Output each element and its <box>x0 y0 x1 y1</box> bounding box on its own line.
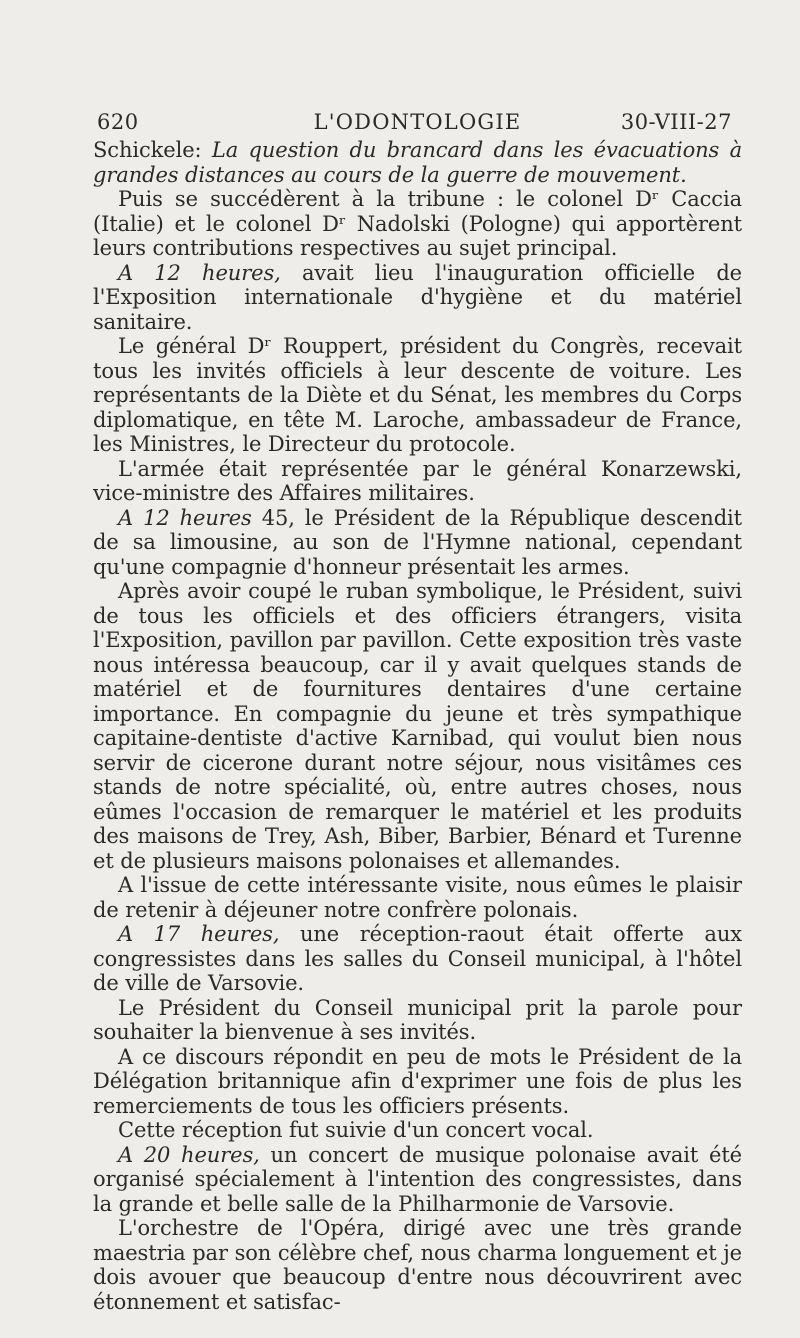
paragraph-text: une réception-raout était offerte aux congressistes dans les salles du Conseil municipal, à l'hôtel de ville de Varsovie. <box>93 922 742 995</box>
paragraph-text: Le Président du Conseil municipal prit la parole pour souhaiter la bienvenue à ses invités. <box>93 995 742 1044</box>
paragraph-lead: Schickele: <box>93 138 212 162</box>
paragraph-text: Cette réception fut suivie d'un concert vocal. <box>118 1118 594 1142</box>
paragraph <box>93 996 742 1045</box>
paragraph <box>93 873 742 922</box>
paragraph-italic: A 20 heures, <box>118 1142 260 1167</box>
paragraph-text: 45, le Président de la République descendit de sa limousine, au son de l'Hymne national, cependant qu'une compagnie d'honneur présentait les armes. <box>93 505 742 579</box>
paragraph <box>93 261 742 335</box>
paragraph <box>93 1118 742 1143</box>
paragraph <box>93 138 742 187</box>
paragraph-italic: A 17 heures, <box>118 922 280 946</box>
paragraph <box>93 457 742 506</box>
paragraph <box>93 1143 742 1217</box>
journal-title: L'ODONTOLOGIE <box>313 110 522 134</box>
paragraph-italic: A 12 heures, <box>118 260 281 285</box>
paragraph <box>93 187 742 261</box>
paragraph <box>93 1045 742 1119</box>
paragraph-text: A l'issue de cette intéressante visite, nous eûmes le plaisir de retenir à déjeuner notre confrère polonais. <box>93 873 742 922</box>
article-body <box>93 138 742 1314</box>
paragraph <box>93 506 742 580</box>
paragraph-text: Après avoir coupé le ruban symbolique, le Président, suivi de tous les officiels et des officiers étrangers, visita l'Exposition, pavillon par pavillon. Cette exposition très vaste nous intéressa beaucoup, car il y avait quelques stands de matériel et de fournitures dentaires d'une certaine importance. En compagnie du jeune et très sympathique capitaine-dentiste d'active Karnibad, qui voulut bien nous servir de cicerone durant notre séjour, nous visitâmes ces stands de notre spécialité, où, entre autres choses, nous eûmes l'occasion de remarquer le matériel et les produits des maisons de Trey, Ash, Biber, Barbier, Bénard et Turenne et de plusieurs maisons polonaises et allemandes. <box>93 579 742 873</box>
issue-date: 30-VIII-27 <box>620 110 732 134</box>
paragraph-text: Le général Dʳ Rouppert, président du Congrès, recevait tous les invités officiels à leur descente de voiture. Les représentants de la Diète et du Sénat, les membres du Corps diplomatique, en tête M. Laroche, ambassadeur de France, les Ministres, le Directeur du protocole. <box>93 334 742 456</box>
paragraph <box>93 579 742 873</box>
paragraph-text: A ce discours répondit en peu de mots le Président de la Délégation britannique afin d'exprimer une fois de plus les remerciements de tous les officiers présents. <box>93 1044 742 1118</box>
paragraph-text: L'armée était représentée par le général Konarzewski, vice-ministre des Affaires militaires. <box>93 456 742 505</box>
paragraph <box>93 1216 742 1314</box>
paragraph-italic: A 12 heures <box>118 505 252 530</box>
paragraph <box>93 922 742 996</box>
paragraph-italic: La question du brancard dans les évacuations à grandes distances au cours de la guerre de mouvement. <box>93 138 742 187</box>
page-number: 620 <box>97 110 139 134</box>
paragraph-text: avait lieu l'inauguration officielle de l'Exposition internationale d'hygiène et du matériel sanitaire. <box>93 260 742 334</box>
paragraph-text: Puis se succédèrent à la tribune : le colonel Dʳ Caccia (Italie) et le colonel Dʳ Nadolski (Pologne) qui apportèrent leurs contributions respectives au sujet principal. <box>93 187 742 260</box>
running-header <box>93 98 742 132</box>
paragraph-text: un concert de musique polonaise avait été organisé spécialement à l'intention des congressistes, dans la grande et belle salle de la Philharmonie de Varsovie. <box>93 1142 742 1216</box>
paragraph <box>93 334 742 457</box>
paragraph-text: L'orchestre de l'Opéra, dirigé avec une très grande maestria par son célèbre chef, nous charma longuement et je dois avouer que beaucoup d'entre nous découvrirent avec étonnement et satisfac- <box>93 1216 742 1314</box>
